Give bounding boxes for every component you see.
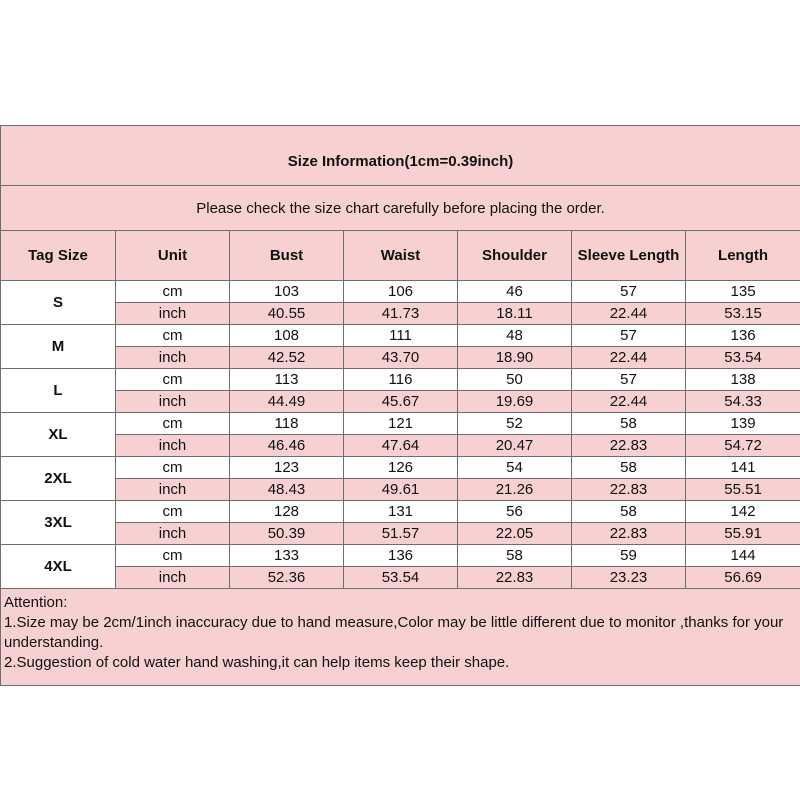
tag-size-cell: 3XL	[1, 501, 116, 545]
value-cell: 126	[344, 457, 458, 479]
value-cell: 18.90	[458, 347, 572, 369]
unit-cell: inch	[116, 479, 230, 501]
value-cell: 142	[686, 501, 800, 523]
value-cell: 56	[458, 501, 572, 523]
value-cell: 22.05	[458, 523, 572, 545]
size-row-inch	[1, 523, 800, 545]
unit-cell: cm	[116, 325, 230, 347]
tag-size-cell: L	[1, 369, 116, 413]
header-unit: Unit	[116, 231, 230, 281]
size-rows	[1, 281, 800, 589]
unit-cell: cm	[116, 369, 230, 391]
value-cell: 44.49	[230, 391, 344, 413]
unit-cell: inch	[116, 303, 230, 325]
value-cell: 51.57	[344, 523, 458, 545]
unit-cell: inch	[116, 523, 230, 545]
unit-cell: inch	[116, 567, 230, 589]
unit-cell: cm	[116, 501, 230, 523]
value-cell: 131	[344, 501, 458, 523]
value-cell: 139	[686, 413, 800, 435]
attention-heading: Attention:	[4, 594, 68, 611]
value-cell: 48.43	[230, 479, 344, 501]
header-bust: Bust	[230, 231, 344, 281]
value-cell: 22.83	[572, 523, 686, 545]
value-cell: 54.72	[686, 435, 800, 457]
value-cell: 138	[686, 369, 800, 391]
value-cell: 52	[458, 413, 572, 435]
size-row-cm	[1, 501, 800, 523]
size-row-inch	[1, 435, 800, 457]
value-cell: 54.33	[686, 391, 800, 413]
size-row-inch	[1, 347, 800, 369]
value-cell: 57	[572, 281, 686, 303]
value-cell: 42.52	[230, 347, 344, 369]
value-cell: 50.39	[230, 523, 344, 545]
header-waist: Waist	[344, 231, 458, 281]
header-tag-size: Tag Size	[1, 231, 116, 281]
size-row-inch	[1, 303, 800, 325]
value-cell: 20.47	[458, 435, 572, 457]
value-cell: 41.73	[344, 303, 458, 325]
unit-cell: inch	[116, 347, 230, 369]
value-cell: 58	[572, 501, 686, 523]
unit-cell: cm	[116, 281, 230, 303]
header-shoulder: Shoulder	[458, 231, 572, 281]
size-row-cm	[1, 457, 800, 479]
tag-size-cell: M	[1, 325, 116, 369]
value-cell: 52.36	[230, 567, 344, 589]
value-cell: 55.51	[686, 479, 800, 501]
header-length: Length	[686, 231, 800, 281]
tag-size-cell: 2XL	[1, 457, 116, 501]
size-row-cm	[1, 369, 800, 391]
value-cell: 57	[572, 325, 686, 347]
header-row	[1, 231, 800, 281]
value-cell: 53.54	[686, 347, 800, 369]
size-row-cm	[1, 325, 800, 347]
size-row-inch	[1, 391, 800, 413]
value-cell: 19.69	[458, 391, 572, 413]
value-cell: 116	[344, 369, 458, 391]
unit-cell: cm	[116, 457, 230, 479]
attention-line-1: 1.Size may be 2cm/1inch inaccuracy due to hand measure,Color may be little different due to monitor ,thanks for your understanding.	[4, 614, 784, 651]
value-cell: 22.44	[572, 347, 686, 369]
value-cell: 49.61	[344, 479, 458, 501]
value-cell: 22.83	[572, 435, 686, 457]
value-cell: 108	[230, 325, 344, 347]
value-cell: 118	[230, 413, 344, 435]
value-cell: 18.11	[458, 303, 572, 325]
tag-size-cell: XL	[1, 413, 116, 457]
value-cell: 45.67	[344, 391, 458, 413]
size-row-cm	[1, 413, 800, 435]
size-row-cm	[1, 281, 800, 303]
value-cell: 23.23	[572, 567, 686, 589]
value-cell: 123	[230, 457, 344, 479]
value-cell: 58	[572, 413, 686, 435]
value-cell: 113	[230, 369, 344, 391]
value-cell: 103	[230, 281, 344, 303]
value-cell: 121	[344, 413, 458, 435]
value-cell: 136	[344, 545, 458, 567]
value-cell: 48	[458, 325, 572, 347]
value-cell: 59	[572, 545, 686, 567]
value-cell: 106	[344, 281, 458, 303]
value-cell: 58	[572, 457, 686, 479]
value-cell: 46	[458, 281, 572, 303]
value-cell: 53.54	[344, 567, 458, 589]
size-row-inch	[1, 567, 800, 589]
value-cell: 54	[458, 457, 572, 479]
attention-notes	[1, 589, 800, 686]
tag-size-cell: S	[1, 281, 116, 325]
header-sleeve-length: Sleeve Length	[572, 231, 686, 281]
chart-title: Size Information(1cm=0.39inch)	[1, 126, 800, 186]
value-cell: 133	[230, 545, 344, 567]
value-cell: 57	[572, 369, 686, 391]
unit-cell: cm	[116, 413, 230, 435]
value-cell: 135	[686, 281, 800, 303]
unit-cell: cm	[116, 545, 230, 567]
value-cell: 55.91	[686, 523, 800, 545]
value-cell: 22.44	[572, 303, 686, 325]
tag-size-cell: 4XL	[1, 545, 116, 589]
unit-cell: inch	[116, 391, 230, 413]
value-cell: 46.46	[230, 435, 344, 457]
value-cell: 136	[686, 325, 800, 347]
value-cell: 141	[686, 457, 800, 479]
size-row-cm	[1, 545, 800, 567]
value-cell: 22.83	[458, 567, 572, 589]
chart-notice: Please check the size chart carefully before placing the order.	[1, 186, 800, 231]
value-cell: 21.26	[458, 479, 572, 501]
unit-cell: inch	[116, 435, 230, 457]
value-cell: 47.64	[344, 435, 458, 457]
value-cell: 22.44	[572, 391, 686, 413]
value-cell: 111	[344, 325, 458, 347]
value-cell: 58	[458, 545, 572, 567]
size-row-inch	[1, 479, 800, 501]
attention-line-2: 2.Suggestion of cold water hand washing,it can help items keep their shape.	[4, 654, 510, 671]
value-cell: 50	[458, 369, 572, 391]
value-cell: 144	[686, 545, 800, 567]
value-cell: 40.55	[230, 303, 344, 325]
value-cell: 22.83	[572, 479, 686, 501]
value-cell: 53.15	[686, 303, 800, 325]
size-chart-table	[0, 125, 800, 686]
value-cell: 43.70	[344, 347, 458, 369]
value-cell: 56.69	[686, 567, 800, 589]
value-cell: 128	[230, 501, 344, 523]
